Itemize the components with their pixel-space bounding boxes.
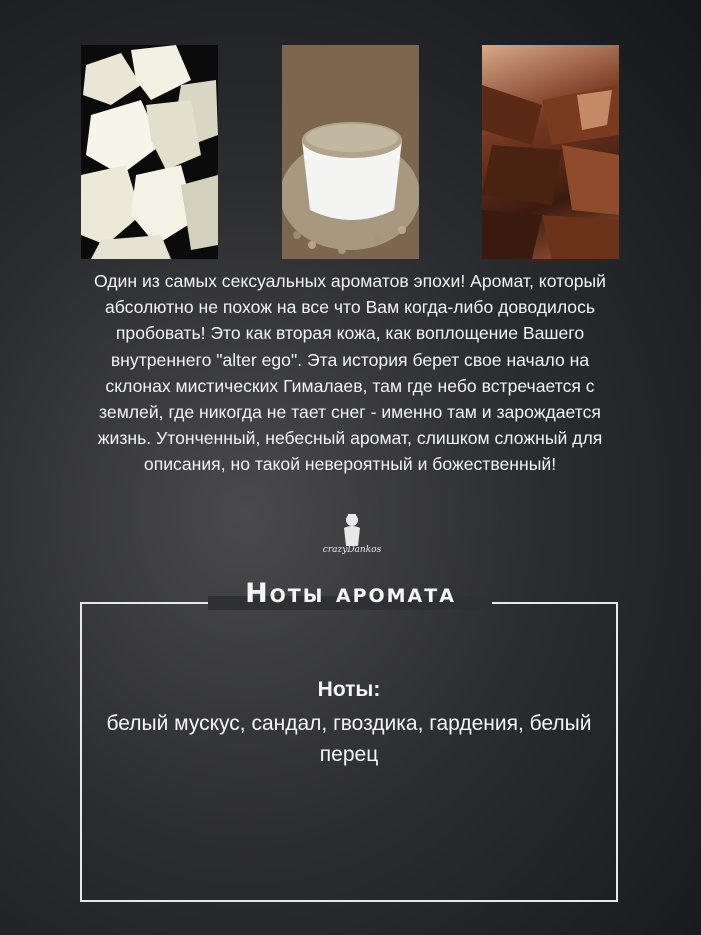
notes-list: белый мускус, сандал, гвоздика, гардения, белый перец bbox=[106, 712, 592, 766]
section-title: Ноты аромата bbox=[245, 578, 456, 609]
notes-heading: Ноты: bbox=[317, 678, 381, 701]
perfume-description: Один из самых сексуальных ароматов эпохи! Аромат, который абсолютно не похож на все что Вам когда-либо доводилось пробовать! Это как вторая кожа, как воплощение Вашего внутреннего "alter ego". Эта история берет свое начало на склонах мистических Гималаев, там где небо встречается с землей, где никогда не тает снег - именно там и зарождается жизнь. Утонченный, небесный аромат, слишком сложный для описания, но такой невероятный и божественный! bbox=[93, 271, 607, 475]
sandalwood-image bbox=[482, 45, 619, 259]
white-pepper-bowl-image bbox=[282, 45, 419, 259]
crazydankos-logo bbox=[312, 510, 392, 565]
white-musk-crystals-image bbox=[81, 45, 218, 259]
logo-text: crazyDankos bbox=[322, 545, 382, 555]
